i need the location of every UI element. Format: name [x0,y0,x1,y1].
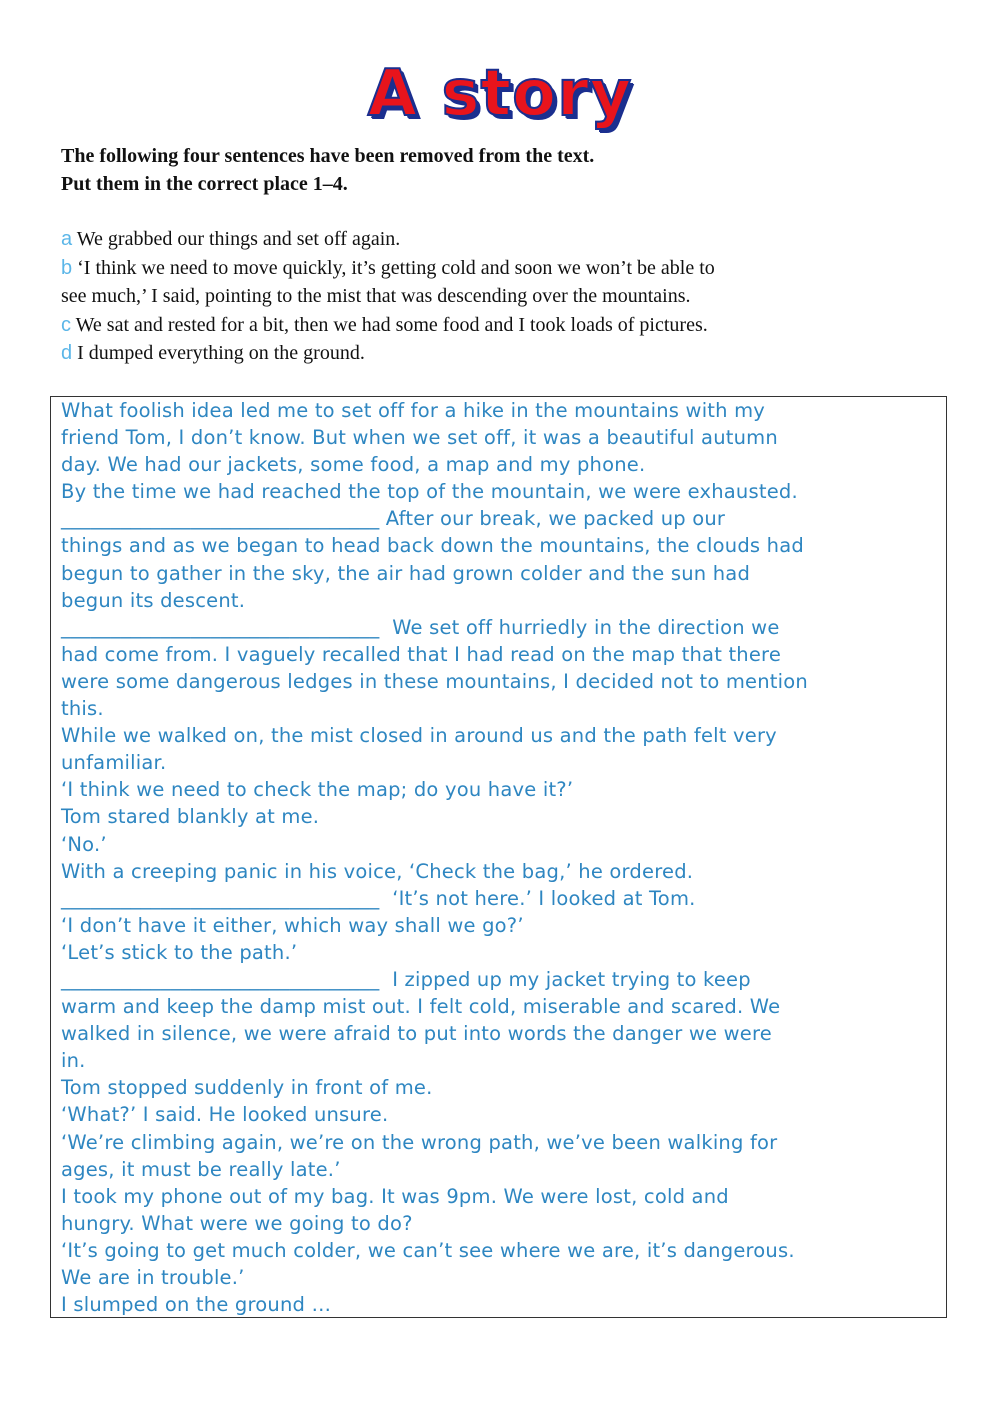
sentence-letter: c [61,313,71,336]
story-line: begun to gather in the sky, the air had grown colder and the sun had [61,561,751,585]
story-line: begun its descent. [61,588,246,612]
removed-sentences-list [61,225,941,368]
story-line: What foolish idea led me to set off for a hike in the mountains with my [61,399,766,422]
story-line: By the time we had reached the top of the mountain, we were exhausted. [61,480,798,504]
instruction-line: The following four sentences have been removed from the text. [61,145,595,167]
story-line: We are in trouble.’ [61,1266,245,1289]
story-line: ‘I think we need to check the map; do you have it?’ [61,778,574,802]
sentence-text: I dumped everything on the ground. [77,342,365,364]
story-line: With a creeping panic in his voice, ‘Check the bag,’ he ordered. [61,859,694,883]
story-line: day. We had our jackets, some food, a map and my phone. [61,453,646,477]
story-line: ages, it must be really late.’ [61,1157,341,1181]
story-line: unfamiliar. [61,751,167,775]
story-line: in. [61,1049,86,1073]
story-line: I took my phone out of my bag. It was 9pm. We were lost, cold and [61,1184,729,1208]
story-line: this. [61,697,104,721]
story-line: While we walked on, the mist closed in around us and the path felt very [61,724,777,748]
instructions [61,142,941,198]
instruction-line: Put them in the correct place 1–4. [61,173,348,195]
story-line: ________________________________ I zipped up my jacket trying to keep [61,967,751,991]
story-line: hungry. What were we going to do? [61,1211,413,1235]
sentence-item [61,339,941,368]
story-line: friend Tom, I don’t know. But when we set off, it was a beautiful autumn [61,426,778,450]
sentence-item [61,225,941,254]
sentence-item [61,254,941,311]
story-line: walked in silence, we were afraid to put into words the danger we were [61,1022,772,1046]
story-line: ________________________________ We set off hurriedly in the direction we [61,615,780,639]
story-line: ‘Let’s stick to the path.’ [61,940,298,964]
story-line: ‘We’re climbing again, we’re on the wrong path, we’ve been walking for [61,1130,778,1154]
sentence-text-continued: see much,’ I said, pointing to the mist that was descending over the mountains. [61,285,691,307]
story-line: ‘I don’t have it either, which way shall we go?’ [61,913,524,937]
story-line: were some dangerous ledges in these mountains, I decided not to mention [61,669,808,693]
page-title: A story [367,57,633,131]
story-line: had come from. I vaguely recalled that I had read on the map that there [61,642,782,666]
story-line: ________________________________ ‘It’s not here.’ I looked at Tom. [61,886,696,910]
sentence-letter: d [61,342,73,364]
sentence-text: We grabbed our things and set off again. [76,228,401,250]
story-line: Tom stared blankly at me. [61,805,320,829]
sentence-letter: b [61,256,73,279]
sentence-text: We sat and rested for a bit, then we had some food and I took loads of pictures. [75,313,708,336]
sentence-item [61,311,941,340]
story-line: ‘It’s going to get much colder, we can’t see where we are, it’s dangerous. [61,1238,795,1262]
story-line: I slumped on the ground … [61,1293,332,1317]
story-box [50,396,947,1318]
story-line: ‘What?’ I said. He looked unsure. [61,1103,389,1127]
sentence-letter: a [61,228,73,250]
story-line: ________________________________ After our break, we packed up our [61,507,726,531]
story-text [61,397,941,1318]
story-line: ‘No.’ [61,832,107,856]
story-line: warm and keep the damp mist out. I felt cold, miserable and scared. We [61,995,781,1019]
story-line: things and as we began to head back down the mountains, the clouds had [61,534,804,558]
story-line: Tom stopped suddenly in front of me. [61,1076,433,1100]
sentence-text: ‘I think we need to move quickly, it’s getting cold and soon we won’t be able to [77,256,715,279]
